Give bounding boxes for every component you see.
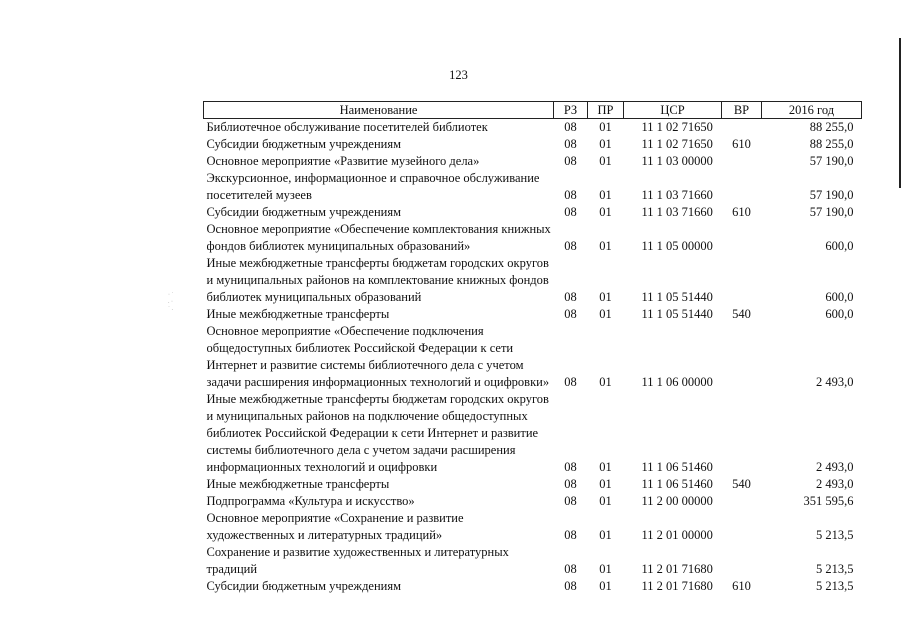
row-pr: 01 [599, 579, 612, 593]
row-name: Иные межбюджетные трансферты бюджетам городских округов и муниципальных районов на подключение общедоступных библиотек Российской Федерации к сети Интернет и развитие системы библиотечного дела с учетом задачи расширения информационных технологий и оцифровки [206, 392, 549, 474]
row-amount: 2 493,0 [816, 460, 854, 474]
budget-table [203, 101, 862, 595]
row-csr: 11 1 06 51460 [641, 477, 713, 491]
row-pr: 01 [599, 188, 612, 202]
row-amount: 88 255,0 [809, 137, 854, 151]
row-name: Основное мероприятие «Развитие музейного дела» [206, 154, 480, 168]
column-header-year: 2016 год [762, 102, 862, 119]
row-vr [722, 391, 762, 476]
row-pr: 01 [599, 460, 612, 474]
table-row [204, 170, 862, 204]
row-rz: 08 [564, 494, 577, 508]
scan-edge-line [899, 38, 901, 188]
row-vr: 540 [732, 307, 751, 321]
row-pr: 01 [599, 375, 612, 389]
row-rz: 08 [564, 188, 577, 202]
table-row [204, 578, 862, 595]
scan-specks: · ˙ . · ˙ . [168, 292, 174, 312]
row-csr: 11 1 03 00000 [641, 154, 713, 168]
row-amount: 351 595,6 [803, 494, 854, 508]
row-csr: 11 2 01 71680 [641, 579, 713, 593]
row-name: Экскурсионное, информационное и справочное обслуживание посетителей музеев [206, 171, 540, 202]
table-row [204, 493, 862, 510]
row-rz: 08 [564, 290, 577, 304]
column-header-rz: РЗ [554, 102, 588, 119]
row-csr: 11 1 05 51440 [641, 307, 713, 321]
table-row [204, 391, 862, 476]
column-header-vr: ВР [722, 102, 762, 119]
row-pr: 01 [599, 307, 612, 321]
row-rz: 08 [564, 562, 577, 576]
row-rz: 08 [564, 239, 577, 253]
row-rz: 08 [564, 460, 577, 474]
row-amount: 88 255,0 [809, 120, 854, 134]
row-vr: 610 [732, 579, 751, 593]
row-name: Основное мероприятие «Обеспечение подключения общедоступных библиотек Российской Федерации к сети Интернет и развитие системы библиотечного дела с учетом задачи расширения информационных технологий и оцифровки» [206, 324, 550, 389]
row-name: Сохранение и развитие художественных и литературных традиций [206, 545, 509, 576]
column-header-pr: ПР [588, 102, 624, 119]
page-number: 123 [449, 68, 468, 82]
row-name: Основное мероприятие «Сохранение и развитие художественных и литературных традиций» [206, 511, 464, 542]
row-name: Иные межбюджетные трансферты [206, 307, 390, 321]
row-amount: 600,0 [825, 307, 854, 321]
column-header-name: Наименование [204, 102, 554, 119]
table-row [204, 153, 862, 170]
row-pr: 01 [599, 477, 612, 491]
row-pr: 01 [599, 120, 612, 134]
row-csr: 11 1 05 51440 [641, 290, 713, 304]
row-name: Субсидии бюджетным учреждениям [206, 205, 402, 219]
row-amount: 57 190,0 [809, 154, 854, 168]
row-pr: 01 [599, 137, 612, 151]
row-csr: 11 2 01 71680 [641, 562, 713, 576]
table-row [204, 476, 862, 493]
table-row [204, 255, 862, 306]
row-csr: 11 1 03 71660 [641, 188, 713, 202]
row-rz: 08 [564, 477, 577, 491]
row-csr: 11 1 03 71660 [641, 205, 713, 219]
row-rz: 08 [564, 307, 577, 321]
row-name: Субсидии бюджетным учреждениям [206, 579, 402, 593]
row-name: Основное мероприятие «Обеспечение комплектования книжных фондов библиотек муниципальных образований» [206, 222, 551, 253]
row-rz: 08 [564, 205, 577, 219]
row-pr: 01 [599, 528, 612, 542]
row-pr: 01 [599, 494, 612, 508]
row-csr: 11 1 02 71650 [641, 120, 713, 134]
table-row [204, 323, 862, 391]
table-row [204, 204, 862, 221]
row-csr: 11 1 02 71650 [641, 137, 713, 151]
row-rz: 08 [564, 579, 577, 593]
table-row [204, 221, 862, 255]
row-csr: 11 2 00 00000 [641, 494, 713, 508]
row-name: Библиотечное обслуживание посетителей библиотек [206, 120, 488, 134]
row-csr: 11 1 06 00000 [641, 375, 713, 389]
row-name: Подпрограмма «Культура и искусство» [206, 494, 415, 508]
row-amount: 57 190,0 [809, 188, 854, 202]
row-pr: 01 [599, 290, 612, 304]
row-vr [722, 255, 762, 306]
row-vr [722, 493, 762, 510]
row-vr [722, 544, 762, 578]
row-pr: 01 [599, 154, 612, 168]
row-vr: 540 [732, 477, 751, 491]
row-amount: 600,0 [825, 290, 854, 304]
row-name: Субсидии бюджетным учреждениям [206, 137, 402, 151]
table-row [204, 306, 862, 323]
row-vr [722, 119, 762, 137]
row-amount: 5 213,5 [816, 528, 854, 542]
column-header-csr: ЦСР [624, 102, 722, 119]
row-amount: 5 213,5 [816, 579, 854, 593]
row-csr: 11 1 06 51460 [641, 460, 713, 474]
row-vr [722, 153, 762, 170]
row-vr [722, 221, 762, 255]
table-header-row [204, 102, 862, 119]
row-vr [722, 510, 762, 544]
row-rz: 08 [564, 375, 577, 389]
row-csr: 11 2 01 00000 [641, 528, 713, 542]
row-amount: 5 213,5 [816, 562, 854, 576]
row-rz: 08 [564, 137, 577, 151]
row-amount: 600,0 [825, 239, 854, 253]
row-rz: 08 [564, 154, 577, 168]
row-pr: 01 [599, 239, 612, 253]
row-rz: 08 [564, 528, 577, 542]
table-row [204, 119, 862, 137]
row-pr: 01 [599, 562, 612, 576]
table-row [204, 544, 862, 578]
row-vr [722, 323, 762, 391]
row-vr: 610 [732, 205, 751, 219]
row-csr: 11 1 05 00000 [641, 239, 713, 253]
row-name: Иные межбюджетные трансферты бюджетам городских округов и муниципальных районов на комплектование книжных фондов библиотек муниципальных образований [206, 256, 549, 304]
row-amount: 2 493,0 [816, 375, 854, 389]
row-amount: 2 493,0 [816, 477, 854, 491]
table-row [204, 510, 862, 544]
row-vr: 610 [732, 137, 751, 151]
row-name: Иные межбюджетные трансферты [206, 477, 390, 491]
row-amount: 57 190,0 [809, 205, 854, 219]
row-rz: 08 [564, 120, 577, 134]
row-vr [722, 170, 762, 204]
row-pr: 01 [599, 205, 612, 219]
table-row [204, 136, 862, 153]
